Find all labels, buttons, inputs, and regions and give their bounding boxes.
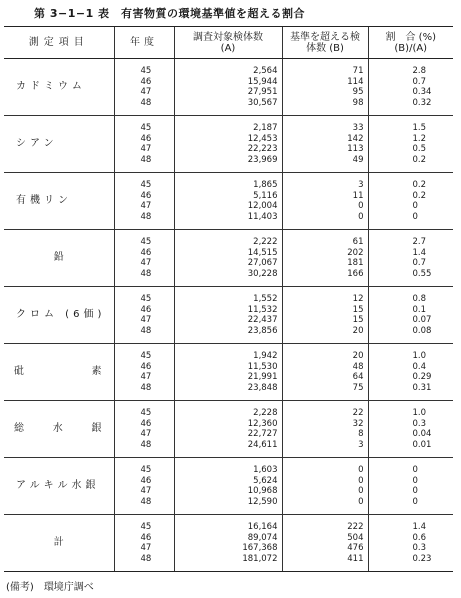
year-cell [114,287,174,344]
year-value: 46 [140,361,152,372]
exceed-value: 181 [347,258,364,268]
ratio-value: 0.3 [412,418,427,429]
exceed-value: 3 [358,439,364,450]
ratio-value: 0.01 [412,439,432,450]
exceed-value: 411 [347,553,364,564]
year-value: 47 [140,315,152,325]
ratio-value: 0.31 [412,382,432,393]
samples-cell [174,401,282,458]
header-ratio-line1: 割 合 (%) [385,31,436,43]
substance-cell [4,458,114,515]
table-row [4,173,453,230]
ratio-value: 0 [412,201,418,211]
samples-value: 2,228 [253,408,278,418]
year-value: 45 [140,294,152,304]
ratio-cell [368,59,453,116]
exceed-cell [282,515,368,572]
header-item: 測定項目 [4,27,114,59]
samples-value: 23,969 [247,154,278,165]
substance-cell [4,173,114,230]
year-value: 46 [140,190,152,201]
ratio-value: 0.7 [412,258,427,268]
table-title: 第 3−1−1 表 有害物質の環境基準値を超える割合 [34,7,306,20]
exceed-value: 95 [352,87,364,97]
year-cell [114,344,174,401]
year-value: 48 [140,268,152,279]
samples-cell [174,344,282,401]
substance-cell [4,344,114,401]
table-row [4,59,453,116]
substance-name: カドミウム [16,81,86,92]
samples-value: 15,944 [247,76,278,87]
exceed-value: 12 [352,294,364,304]
exceed-value: 504 [347,532,364,543]
table-row [4,230,453,287]
year-value: 48 [140,496,152,507]
samples-value: 30,228 [247,268,278,279]
year-value: 46 [140,133,152,144]
substance-name: 鉛 [53,252,64,263]
samples-value: 10,968 [247,486,278,496]
samples-value: 12,004 [247,201,278,211]
samples-value: 22,727 [247,429,278,439]
exceed-value: 0 [358,486,364,496]
samples-cell [174,515,282,572]
year-value: 46 [140,418,152,429]
ratio-value: 0 [412,486,418,496]
ratio-value: 0 [412,496,418,507]
year-value: 47 [140,87,152,97]
substance-name: 総 水 銀 [14,423,102,434]
ratio-value: 1.2 [412,133,427,144]
ratio-value: 0.6 [412,532,427,543]
samples-value: 11,403 [247,211,278,222]
exceed-value: 0 [358,496,364,507]
samples-value: 22,437 [247,315,278,325]
year-value: 46 [140,304,152,315]
ratio-value: 0.07 [412,315,432,325]
header-samples [174,27,282,59]
ratio-value: 0.7 [412,76,427,87]
year-value: 48 [140,325,152,336]
ratio-value: 1.4 [412,522,427,532]
ratio-value: 0.2 [412,180,427,190]
ratio-value: 0 [412,211,418,222]
exceed-value: 22 [352,408,364,418]
samples-value: 2,222 [253,237,278,247]
ratio-value: 0.1 [412,304,427,315]
samples-cell [174,59,282,116]
ratio-value: 0.32 [412,97,432,108]
ratio-value: 0.4 [412,361,427,372]
table-row [4,287,453,344]
substance-name: シアン [16,138,58,149]
year-value: 47 [140,429,152,439]
year-cell [114,59,174,116]
year-value: 46 [140,532,152,543]
table-row [4,401,453,458]
year-value: 45 [140,522,152,532]
ratio-value: 0.34 [412,87,432,97]
exceed-value: 3 [358,180,364,190]
ratio-value: 0.5 [412,144,427,154]
exceed-value: 61 [352,237,364,247]
ratio-cell [368,116,453,173]
samples-value: 1,942 [253,351,278,361]
ratio-cell [368,458,453,515]
year-value: 48 [140,439,152,450]
substance-cell [4,515,114,572]
exceed-cell [282,116,368,173]
samples-value: 11,530 [247,361,278,372]
samples-value: 27,951 [247,87,278,97]
footnote-text: 環境庁調べ [43,582,94,593]
ratio-value: 0 [412,475,418,486]
samples-cell [174,287,282,344]
exceed-value: 48 [352,361,364,372]
samples-value: 2,564 [253,66,278,76]
ratio-value: 1.5 [412,123,427,133]
year-value: 48 [140,553,152,564]
exceed-value: 49 [352,154,364,165]
samples-value: 1,865 [253,180,278,190]
exceed-value: 64 [352,372,364,382]
header-samples-line1: 調査対象検体数 [193,31,263,43]
year-value: 48 [140,154,152,165]
substance-name: 砒 素 [14,366,102,377]
year-cell [114,515,174,572]
exceed-value: 222 [347,522,364,532]
year-value: 47 [140,201,152,211]
exceed-value: 15 [352,304,364,315]
ratio-value: 1.4 [412,247,427,258]
substance-cell [4,116,114,173]
substance-cell [4,59,114,116]
samples-value: 23,848 [247,382,278,393]
hazardous-substances-table [4,26,453,572]
ratio-cell [368,230,453,287]
exceed-value: 32 [352,418,364,429]
samples-value: 12,360 [247,418,278,429]
year-value: 45 [140,237,152,247]
footnote [6,578,94,593]
substance-cell [4,230,114,287]
samples-value: 14,515 [247,247,278,258]
ratio-value: 1.0 [412,408,427,418]
year-value: 48 [140,211,152,222]
samples-cell [174,116,282,173]
samples-value: 21,991 [247,372,278,382]
samples-value: 11,532 [247,304,278,315]
exceed-value: 33 [352,123,364,133]
samples-value: 1,603 [253,465,278,475]
table-row [4,515,453,572]
exceed-cell [282,230,368,287]
samples-cell [174,230,282,287]
header-exceed-line1: 基準を超える検 [290,31,360,43]
header-exceed [282,27,368,59]
year-cell [114,458,174,515]
year-value: 47 [140,486,152,496]
substance-name: 有機リン [16,195,72,206]
ratio-value: 0.2 [412,154,427,165]
exceed-value: 15 [352,315,364,325]
samples-value: 1,552 [253,294,278,304]
ratio-cell [368,401,453,458]
samples-value: 12,590 [247,496,278,507]
ratio-value: 0.04 [412,429,432,439]
year-value: 47 [140,543,152,553]
exceed-value: 8 [358,429,364,439]
ratio-value: 2.7 [412,237,427,247]
year-value: 46 [140,76,152,87]
year-value: 45 [140,465,152,475]
samples-value: 89,074 [247,532,278,543]
ratio-value: 0 [412,465,418,475]
samples-value: 27,067 [247,258,278,268]
header-ratio [368,27,453,59]
ratio-value: 0.08 [412,325,432,336]
samples-value: 5,116 [253,190,278,201]
exceed-value: 113 [347,144,364,154]
header-year: 年度 [114,27,174,59]
substance-name: 計 [53,537,64,548]
exceed-value: 0 [358,211,364,222]
ratio-cell [368,515,453,572]
samples-value: 22,223 [247,144,278,154]
year-value: 45 [140,123,152,133]
substance-cell [4,287,114,344]
exceed-value: 202 [347,247,364,258]
exceed-value: 20 [352,351,364,361]
exceed-value: 11 [352,190,364,201]
year-value: 46 [140,475,152,486]
table-row [4,116,453,173]
ratio-cell [368,287,453,344]
year-value: 47 [140,372,152,382]
year-value: 47 [140,258,152,268]
samples-value: 23,856 [247,325,278,336]
ratio-value: 2.8 [412,66,427,76]
header-samples-line2: (A) [220,42,236,54]
year-value: 48 [140,382,152,393]
exceed-value: 476 [347,543,364,553]
samples-value: 5,624 [253,475,278,486]
ratio-value: 0.23 [412,553,432,564]
samples-value: 16,164 [247,522,278,532]
samples-value: 181,072 [242,553,278,564]
year-value: 45 [140,351,152,361]
exceed-value: 114 [347,76,364,87]
header-ratio-line2: (B)/(A) [394,42,428,54]
samples-value: 12,453 [247,133,278,144]
exceed-value: 166 [347,268,364,279]
ratio-value: 1.0 [412,351,427,361]
exceed-value: 98 [352,97,364,108]
ratio-cell [368,344,453,401]
year-value: 45 [140,66,152,76]
exceed-cell [282,173,368,230]
ratio-cell [368,173,453,230]
year-cell [114,116,174,173]
samples-value: 167,368 [242,543,278,553]
exceed-cell [282,401,368,458]
exceed-cell [282,59,368,116]
ratio-value: 0.3 [412,543,427,553]
exceed-value: 142 [347,133,364,144]
year-cell [114,230,174,287]
year-value: 47 [140,144,152,154]
exceed-cell [282,344,368,401]
year-value: 46 [140,247,152,258]
samples-cell [174,458,282,515]
exceed-value: 0 [358,465,364,475]
table-row [4,344,453,401]
exceed-value: 0 [358,201,364,211]
year-value: 48 [140,97,152,108]
header-row [4,27,453,59]
year-cell [114,173,174,230]
exceed-value: 71 [352,66,364,76]
samples-cell [174,173,282,230]
year-value: 45 [140,180,152,190]
year-cell [114,401,174,458]
table-row [4,458,453,515]
ratio-value: 0.29 [412,372,432,382]
exceed-value: 75 [352,382,364,393]
samples-value: 24,611 [247,439,278,450]
header-exceed-line2: 体数 (B) [306,42,344,54]
exceed-value: 20 [352,325,364,336]
samples-value: 2,187 [253,123,278,133]
ratio-value: 0.2 [412,190,427,201]
substance-name: アルキル水銀 [16,480,100,491]
substance-cell [4,401,114,458]
exceed-cell [282,458,368,515]
year-value: 45 [140,408,152,418]
ratio-value: 0.8 [412,294,427,304]
substance-name: クロム (6価) [16,309,106,320]
ratio-value: 0.55 [412,268,432,279]
exceed-cell [282,287,368,344]
exceed-value: 0 [358,475,364,486]
samples-value: 30,567 [247,97,278,108]
footnote-label: (備考) [6,582,34,593]
